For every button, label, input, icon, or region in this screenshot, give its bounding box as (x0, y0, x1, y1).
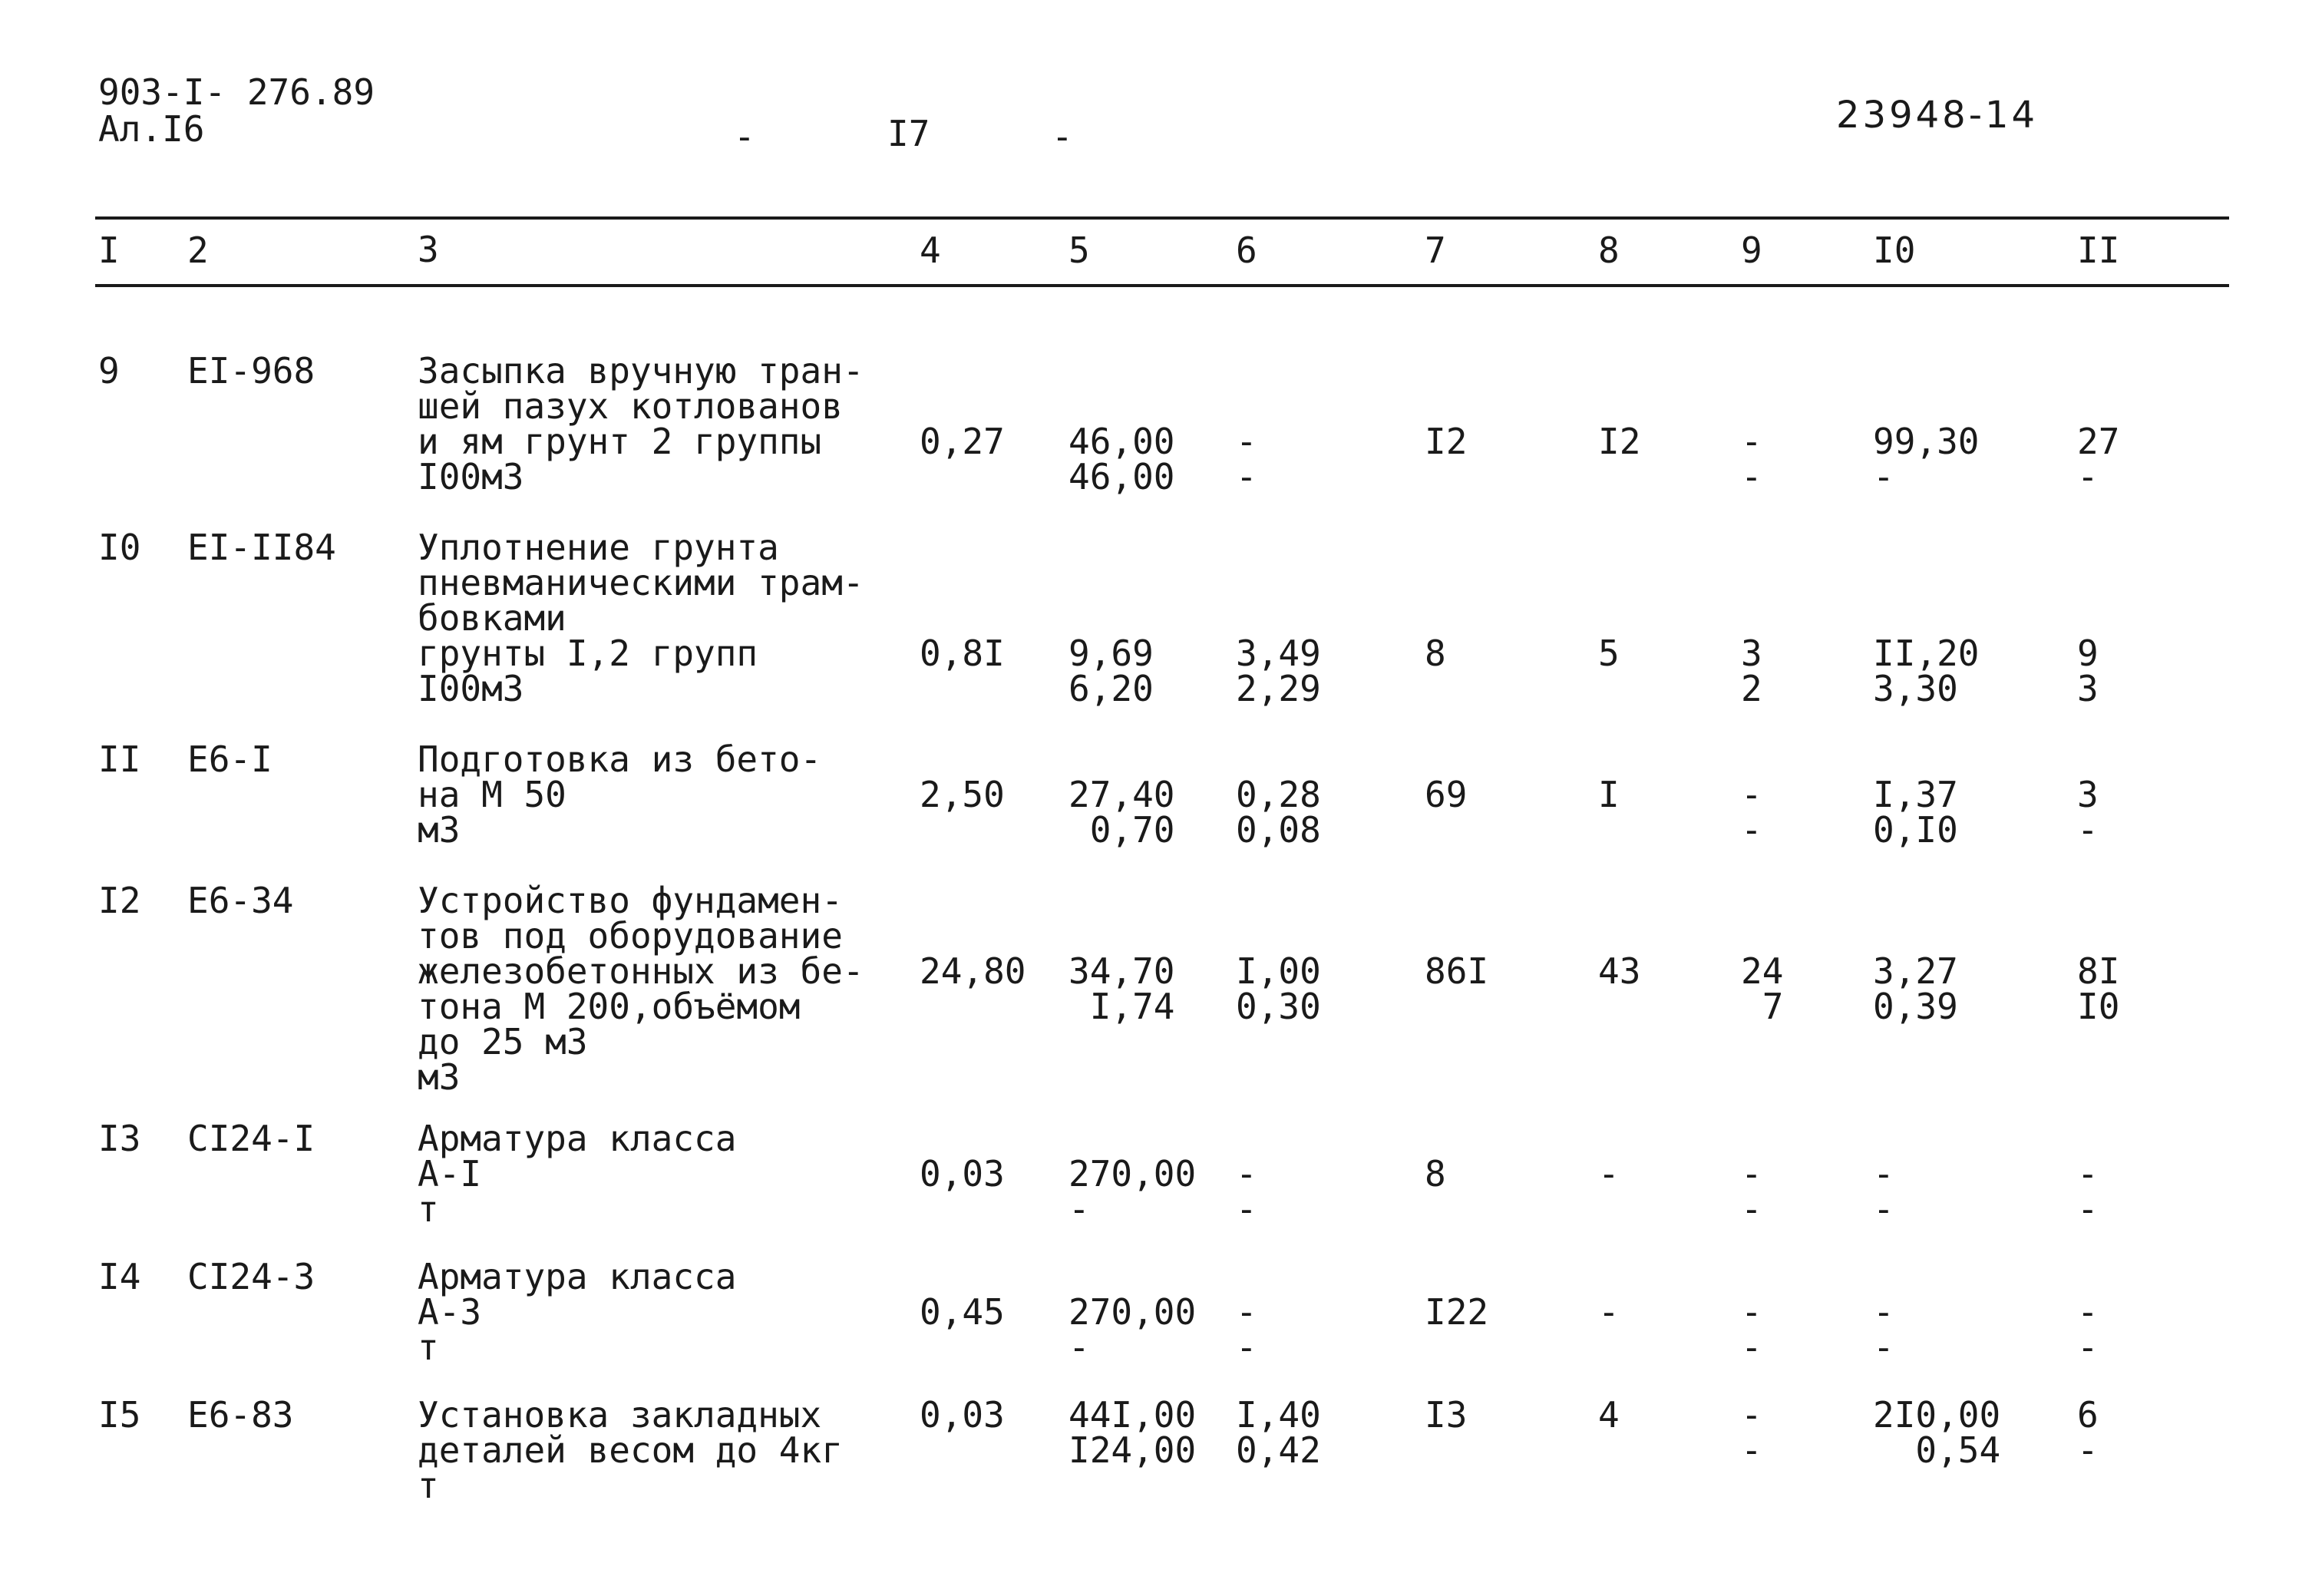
work-description: Засыпка вручную тран- шей пазух котлованов и ям грунт 2 группы I00м3 (418, 350, 864, 497)
col8-value: 4 (1598, 1394, 1620, 1436)
row-number: I3 (98, 1118, 141, 1159)
table-header-rule (95, 284, 2229, 287)
col8-value: I2 (1598, 421, 1641, 462)
rate-code: E6-I (187, 739, 272, 780)
col11-value: 9 3 (2077, 633, 2099, 709)
col7-value: I22 (1425, 1291, 1489, 1333)
row-number: I0 (98, 527, 141, 568)
col7-value: 69 (1425, 774, 1468, 815)
table-top-rule (95, 216, 2229, 220)
col10-value: 2I0,00 0,54 (1873, 1394, 2001, 1471)
column-header-8: 8 (1598, 230, 1620, 271)
quantity: 0,03 (920, 1153, 1005, 1195)
col5-value: 9,69 6,20 (1068, 633, 1154, 709)
col10-value: - - (1873, 1153, 1894, 1230)
rate-code: CI24-3 (187, 1256, 315, 1297)
col9-value: - - (1741, 1394, 1762, 1471)
column-header-1: I (98, 230, 120, 271)
col11-value: 3 - (2077, 774, 2099, 851)
column-header-6: 6 (1236, 230, 1257, 271)
col9-value: - - (1741, 1291, 1762, 1368)
col6-value: - - (1236, 1291, 1257, 1368)
row-number: I5 (98, 1394, 141, 1436)
page-dash-right: - (1052, 116, 1073, 157)
col7-value: 8 (1425, 633, 1446, 674)
col6-value: 3,49 2,29 (1236, 633, 1321, 709)
inventory-number: 23948-14 (1836, 94, 2039, 137)
col10-value: 99,30 - (1873, 421, 1980, 497)
column-header-5: 5 (1068, 230, 1090, 271)
col11-value: - - (2077, 1153, 2099, 1230)
page-number: I7 (887, 113, 930, 154)
col10-value: 3,27 0,39 (1873, 950, 1958, 1027)
col11-value: 8I I0 (2077, 950, 2120, 1027)
work-description: Уплотнение грунта пневманическими трам- бовками грунты I,2 групп I00м3 (418, 527, 864, 709)
col5-value: 46,00 46,00 (1068, 421, 1175, 497)
col11-value: 27 - (2077, 421, 2120, 497)
rate-code: E6-83 (187, 1394, 294, 1436)
column-header-4: 4 (920, 230, 941, 271)
work-description: Устройство фундамен- тов под оборудование железобетонных из бе- тона М 200,объёмом до 25 м3 м3 (418, 880, 864, 1098)
col7-value: 86I (1425, 950, 1489, 992)
col6-value: I,40 0,42 (1236, 1394, 1321, 1471)
row-number: II (98, 739, 141, 780)
quantity: 0,27 (920, 421, 1005, 462)
col7-value: I3 (1425, 1394, 1468, 1436)
rate-code: E6-34 (187, 880, 294, 921)
quantity: 0,8I (920, 633, 1005, 674)
col8-value: 43 (1598, 950, 1641, 992)
col9-value: 24 7 (1741, 950, 1784, 1027)
col9-value: - - (1741, 421, 1762, 497)
quantity: 24,80 (920, 950, 1026, 992)
col5-value: 44I,00 I24,00 (1068, 1394, 1197, 1471)
col10-value: II,20 3,30 (1873, 633, 1980, 709)
col7-value: 8 (1425, 1153, 1446, 1195)
rate-code: EI-968 (187, 350, 315, 392)
column-header-3: 3 (418, 229, 439, 270)
col9-value: 3 2 (1741, 633, 1762, 709)
col11-value: - - (2077, 1291, 2099, 1368)
col8-value: - (1598, 1291, 1620, 1333)
quantity: 2,50 (920, 774, 1005, 815)
col5-value: 270,00 - (1068, 1153, 1197, 1230)
column-header-9: 9 (1741, 230, 1762, 271)
col5-value: 270,00 - (1068, 1291, 1197, 1368)
col5-value: 27,40 0,70 (1068, 774, 1175, 851)
rate-code: EI-II84 (187, 527, 336, 568)
work-description: Установка закладных деталей весом до 4кг т (418, 1394, 843, 1506)
quantity: 0,03 (920, 1394, 1005, 1436)
rate-code: CI24-I (187, 1118, 315, 1159)
col6-value: - - (1236, 1153, 1257, 1230)
quantity: 0,45 (920, 1291, 1005, 1333)
col10-value: I,37 0,I0 (1873, 774, 1958, 851)
col5-value: 34,70 I,74 (1068, 950, 1175, 1027)
col10-value: - - (1873, 1291, 1894, 1368)
album-sheet: Ал.I6 (98, 108, 205, 150)
work-description: Арматура класса А-I т (418, 1118, 737, 1230)
row-number: I2 (98, 880, 141, 921)
col7-value: I2 (1425, 421, 1468, 462)
row-number: 9 (98, 350, 120, 392)
col8-value: 5 (1598, 633, 1620, 674)
column-header-11: II (2077, 230, 2120, 271)
page-dash-left: - (734, 116, 755, 157)
project-code: 903-I- 276.89 (98, 71, 375, 113)
work-description: Подготовка из бето- на М 50 м3 (418, 739, 822, 851)
col8-value: I (1598, 774, 1620, 815)
col6-value: I,00 0,30 (1236, 950, 1321, 1027)
col6-value: - - (1236, 421, 1257, 497)
work-description: Арматура класса А-3 т (418, 1256, 737, 1368)
col11-value: 6 - (2077, 1394, 2099, 1471)
column-header-2: 2 (187, 230, 209, 271)
col6-value: 0,28 0,08 (1236, 774, 1321, 851)
col9-value: - - (1741, 1153, 1762, 1230)
row-number: I4 (98, 1256, 141, 1297)
column-header-10: I0 (1873, 230, 1916, 271)
col8-value: - (1598, 1153, 1620, 1195)
column-header-7: 7 (1425, 230, 1446, 271)
col9-value: - - (1741, 774, 1762, 851)
